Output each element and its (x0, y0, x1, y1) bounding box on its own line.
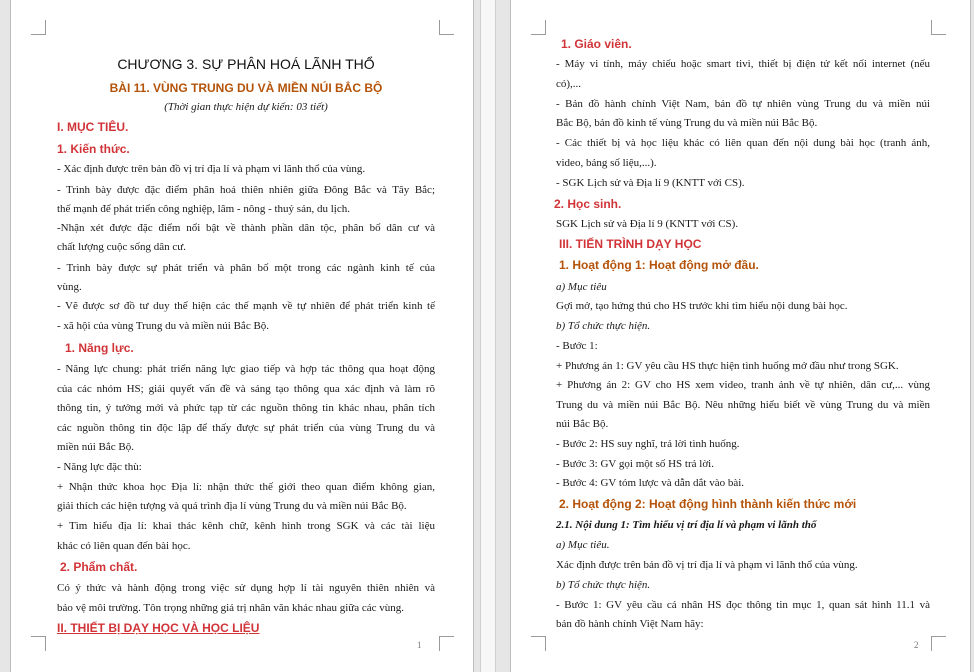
paragraph-line: - Bước 3: GV gọi một số HS trả lời. (556, 458, 714, 470)
content-heading: 2.1. Nội dung 1: Tìm hiểu vị trí địa lí và phạm vi lãnh thổ (556, 519, 817, 531)
paragraph-line: vùng. (57, 281, 82, 293)
subsection-heading: 1. Kiến thức. (57, 142, 130, 156)
paragraph-line: có),... (556, 78, 582, 90)
subsection-heading: 2. Phẩm chất. (60, 560, 138, 574)
paragraph-line: của các nhóm HS; giải quyết vấn đề và sáng tạo thông qua xác định và làm rõ (57, 383, 435, 395)
paragraph-line: Gợi mở, tạo hứng thú cho HS trước khi tìm hiểu nội dung bài học. (556, 300, 848, 312)
paragraph-line: - Bước 4: GV tóm lược và dẫn dắt vào bài. (556, 477, 745, 489)
section-heading: II. THIẾT BỊ DẠY HỌC VÀ HỌC LIỆU (57, 621, 260, 635)
paragraph-line: - Năng lực chung: phát triển năng lực giao tiếp và hợp tác thông qua hoạt động (57, 363, 435, 375)
page-gap (480, 0, 496, 672)
paragraph-line: - Bản đồ hành chính Việt Nam, bản đồ tự nhiên vùng Trung du và miền núi (556, 98, 930, 110)
page-number: 2 (914, 640, 919, 650)
time-note: (Thời gian thực hiện dự kiến: 03 tiết) (164, 101, 328, 113)
paragraph-line: - Xác định được trên bản đồ vị trí địa lí và phạm vi lãnh thổ của vùng. (57, 163, 366, 175)
paragraph-line: các nguồn thông tin độc lập để thấy được sự phát triển của vùng Trung du và (57, 422, 435, 434)
section-heading: I. MỤC TIÊU. (57, 120, 129, 134)
paragraph-line: - Năng lực đặc thù: (57, 461, 142, 473)
paragraph-line: khác có liên quan đến bài học. (57, 540, 191, 552)
subsection-heading: 1. Giáo viên. (561, 37, 632, 51)
paragraph-line: - Bước 1: GV yêu cầu cá nhân HS đọc thông tin mục 1, quan sát hình 11.1 và (556, 599, 930, 611)
paragraph-line: núi Bắc Bộ. (556, 418, 609, 430)
crop-mark (439, 20, 454, 35)
paragraph-line: a) Mục tiêu. (556, 539, 610, 551)
paragraph-line: miền núi Bắc Bộ. (57, 441, 134, 453)
paragraph-line: -Nhận xét được đặc điểm nổi bật về thành phần dân tộc, phân bố dân cư và (57, 222, 435, 234)
crop-mark (31, 636, 46, 651)
activity-heading: 1. Hoạt động 1: Hoạt động mở đầu. (559, 258, 759, 272)
paragraph-line: - SGK Lịch sử và Địa lí 9 (KNTT với CS). (556, 177, 745, 189)
section-heading: III. TIẾN TRÌNH DẠY HỌC (559, 237, 702, 251)
crop-mark (31, 20, 46, 35)
crop-mark (439, 636, 454, 651)
paragraph-line: - Trình bày được sự phát triển và phân bố một trong các ngành kinh tế của (57, 262, 435, 274)
crop-mark (931, 20, 946, 35)
paragraph-line: Xác định được trên bản đồ vị trí địa lí và phạm vi lãnh thổ của vùng. (556, 559, 858, 571)
paragraph-line: - xã hội của vùng Trung du và miền núi Bắc Bộ. (57, 320, 270, 332)
activity-heading: 2. Hoạt động 2: Hoạt động hình thành kiến thức mới (559, 497, 857, 511)
paragraph-line: + Nhận thức khoa học Địa lí: nhận thức thế giới theo quan điểm không gian, (57, 481, 435, 493)
crop-mark (531, 636, 546, 651)
chapter-title: CHƯƠNG 3. SỰ PHÂN HOÁ LÃNH THỔ (117, 56, 375, 72)
subsection-heading: 1. Năng lực. (65, 341, 134, 355)
paragraph-line: - Bước 2: HS suy nghĩ, trả lời tình huống. (556, 438, 740, 450)
paragraph-line: Có ý thức và hành động trong việc sử dụng hợp lí tài nguyên thiên nhiên và (57, 582, 435, 594)
document-page-1 (10, 0, 474, 672)
subsection-heading: 2. Học sinh. (554, 197, 622, 211)
paragraph-line: Bắc Bộ, bản đồ kinh tế vùng Trung du và miền núi Bắc Bộ. (556, 117, 818, 129)
paragraph-line: thế mạnh để phát triển công nghiệp, lâm - nông - thuỷ sản, du lịch. (57, 203, 350, 215)
paragraph-line: - Máy vi tính, máy chiếu hoặc smart tivi, thiết bị điện tử kết nối internet (nếu (556, 58, 930, 70)
paragraph-line: bảo vệ môi trường. Tôn trọng những giá trị nhân văn khác nhau giữa các vùng. (57, 602, 404, 614)
paragraph-line: a) Mục tiêu (556, 281, 607, 293)
crop-mark (531, 20, 546, 35)
paragraph-line: - Trình bày được đặc điểm phân hoá thiên nhiên giữa Đông Bắc và Tây Bắc; (57, 184, 435, 196)
page-number: 1 (417, 640, 422, 650)
paragraph-line: - Các thiết bị và học liệu khác có liên quan đến nội dung bài học (tranh ảnh, (556, 137, 930, 149)
paragraph-line: b) Tổ chức thực hiện. (556, 579, 651, 591)
paragraph-line: giải thích các hiện tượng và quá trình địa lí vùng Trung du và miền núi Bắc Bộ. (57, 500, 407, 512)
paragraph-line: Trung du và miền núi Bắc Bộ. Nêu những hiểu biết về vùng Trung du và miền (556, 399, 930, 411)
paragraph-line: b) Tổ chức thực hiện. (556, 320, 651, 332)
document-page-2 (510, 0, 971, 672)
paragraph-line: + Phương án 1: GV yêu cầu HS thực hiện tình huống mở đầu như trong SGK. (556, 360, 899, 372)
paragraph-line: - Bước 1: (556, 340, 598, 352)
paragraph-line: thông tin, ý tưởng mới và phức tạp từ các nguồn thông tin khác nhau, phân tích (57, 402, 435, 414)
paragraph-line: chất lượng cuộc sống dân cư. (57, 241, 186, 253)
lesson-title: BÀI 11. VÙNG TRUNG DU VÀ MIỀN NÚI BẮC BỘ (109, 81, 383, 95)
paragraph-line: bản đồ hành chính Việt Nam hãy: (556, 618, 704, 630)
paragraph-line: - Vẽ được sơ đồ tư duy thể hiện các thế mạnh về tự nhiên để phát triển kinh tế (57, 300, 435, 312)
paragraph-line: + Phương án 2: GV cho HS xem video, tranh ảnh về tự nhiên, dân cư,... vùng (556, 379, 930, 391)
paragraph-line: + Tìm hiểu địa lí: khai thác kênh chữ, kênh hình trong SGK và các tài liệu (57, 520, 435, 532)
paragraph-line: video, bảng số liệu,...). (556, 157, 657, 169)
paragraph-line: SGK Lịch sử và Địa lí 9 (KNTT với CS). (556, 218, 739, 230)
crop-mark (931, 636, 946, 651)
